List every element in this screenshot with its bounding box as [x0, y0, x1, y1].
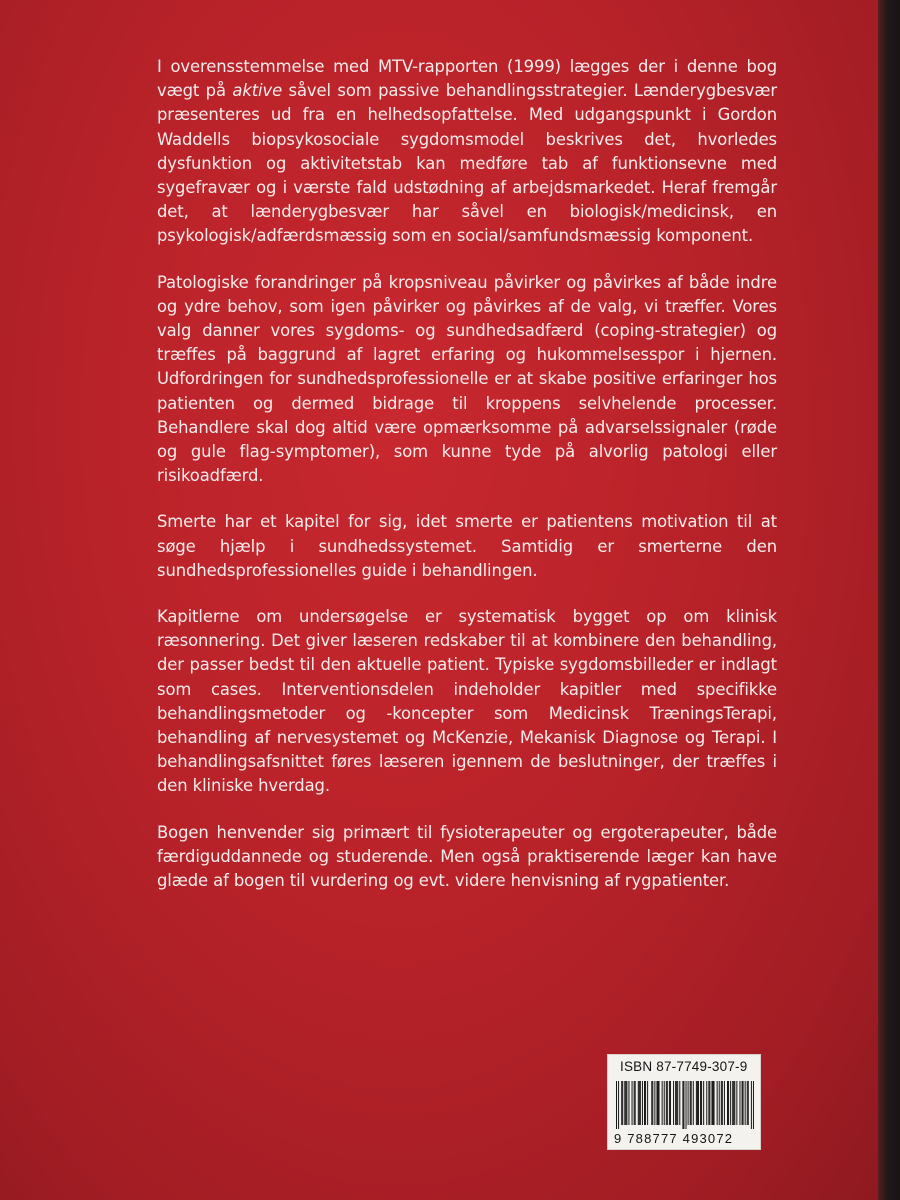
adjacent-book-edge: [878, 0, 900, 1200]
barcode-bar: [669, 1081, 670, 1125]
barcode-bar: [640, 1081, 641, 1125]
isbn-barcode-label: [607, 1054, 761, 1150]
barcode-bar: [713, 1081, 714, 1125]
barcode-bar: [733, 1081, 734, 1125]
barcode-bar: [686, 1081, 687, 1129]
barcode-bar: [664, 1081, 665, 1125]
barcode-bar: [753, 1081, 754, 1129]
barcode-digits: 9 788777 493072: [614, 1131, 734, 1146]
barcode-bar: [673, 1081, 674, 1125]
barcode-bar: [647, 1081, 648, 1125]
barcode-bar: [727, 1081, 728, 1125]
barcode-bar: [628, 1081, 629, 1125]
barcode-bar: [700, 1081, 701, 1125]
barcode-bar: [706, 1081, 707, 1125]
barcode-bar: [711, 1081, 712, 1125]
barcode-bar: [676, 1081, 677, 1125]
paragraph-1-rest: såvel som passive behandlingsstrategier. Lænderygbesvær præsenteres ud fra en helhedsopfattelse. Med udgangspunkt i Gordon Waddells biopsykosociale sygdomsmodel beskrives det, hvorledes dysfunktion og aktivitetstab kan medføre tab af funktionsevne med sygefravær og i værste fald udstødning af arbejdsmarkedet. Heraf fremgår det, at lænderygbesvær har såvel en biologisk/medicinsk, en psykologisk/adfærdsmæssig som en social/samfundsmæssig komponent.: [157, 81, 777, 246]
barcode-bar: [721, 1081, 722, 1125]
barcode-bar: [739, 1081, 740, 1125]
barcode-bar: [745, 1081, 746, 1125]
paragraph-1-start: I overensstemmelse med MTV-rapporten (1999) lægges der i denne bog vægt på: [157, 57, 777, 101]
barcode-bar: [622, 1081, 623, 1125]
barcode-bar: [742, 1081, 743, 1125]
italic-word-aktive: aktive: [232, 81, 283, 101]
barcode-bar: [634, 1081, 635, 1125]
barcode-bar: [683, 1081, 684, 1129]
barcode-bars: [616, 1081, 754, 1129]
barcode-bar: [642, 1081, 643, 1125]
barcode-bar: [618, 1081, 619, 1129]
barcode-bar: [701, 1081, 702, 1125]
barcode-bar: [639, 1081, 640, 1125]
barcode-bar: [635, 1081, 636, 1125]
barcode-bar: [734, 1081, 735, 1125]
paragraph-1: [157, 55, 777, 249]
barcode-bar: [659, 1081, 660, 1125]
barcode-bar: [732, 1081, 733, 1125]
barcode-bar: [748, 1081, 749, 1125]
barcode-bar: [651, 1081, 652, 1125]
barcode-bar: [632, 1081, 633, 1125]
barcode-bar: [624, 1081, 625, 1125]
barcode-bar: [677, 1081, 678, 1125]
barcode-bar: [644, 1081, 645, 1125]
barcode-bar: [717, 1081, 718, 1125]
paragraph-5: Bogen henvender sig primært til fysioterapeuter og ergoterapeuter, både færdiguddannede og studerende. Men også praktiserende læger kan have glæde af bogen til vurdering og evt. videre henvisning af rygpatienter.: [157, 822, 777, 891]
barcode-bar: [751, 1081, 752, 1129]
barcode-bar: [722, 1081, 723, 1125]
barcode-bar: [697, 1081, 698, 1125]
barcode-bar: [691, 1081, 692, 1125]
barcode-bar: [679, 1081, 680, 1125]
barcode-bar: [625, 1081, 626, 1125]
barcode-bar: [621, 1081, 622, 1125]
barcode-bar: [667, 1081, 668, 1125]
barcode-bar: [698, 1081, 699, 1125]
barcode-bar: [658, 1081, 659, 1125]
blurb-text: [157, 55, 777, 915]
barcode-bar: [728, 1081, 729, 1125]
barcode-bar: [652, 1081, 653, 1125]
barcode-bar: [688, 1081, 689, 1125]
barcode-bar: [719, 1081, 720, 1125]
barcode-bar: [747, 1081, 748, 1125]
barcode-bar: [675, 1081, 676, 1125]
barcode-bar: [666, 1081, 667, 1125]
barcode-bar: [682, 1081, 683, 1129]
barcode-bar: [743, 1081, 744, 1125]
paragraph-2: Patologiske forandringer på kropsniveau påvirker og påvirkes af både indre og ydre behov, som igen påvirker og påvirkes af de valg, vi træffer. Vores valg danner vores sygdoms- og sundhedsadfærd (coping-strategier) og træffes på baggrund af lagret erfaring og hukommelsesspor i hjernen. Udfordringen for sundhedsprofessionelle er at skabe positive erfaringer hos patienten og dermed bidrage til kroppens selvhelende processer. Behandlere skal dog altid være opmærksomme på advarselssignaler (røde og gule flag-symptomer), som kunne tyde på alvorlig patologi eller risikoadfærd.: [157, 272, 777, 486]
barcode-bar: [654, 1081, 655, 1125]
paragraph-4: Kapitlerne om undersøgelse er systematisk bygget op om klinisk ræsonnering. Det giver læseren redskaber til at kombinere den behandling, der passer bedst til den aktuelle patient. Typiske sygdomsbilleder er indlagt som cases. Interventionsdelen indeholder kapitler med specifikke behandlingsmetoder og -koncepter som Medicinsk TræningsTerapi, behandling af nervesystemet og McKenzie, Mekanisk Diagnose og Terapi. I behandlingsafsnittet føres læseren igennem de beslutninger, der træffes i den kliniske hverdag.: [157, 607, 777, 796]
isbn-number: ISBN 87-7749-307-9: [620, 1059, 748, 1074]
barcode-bar: [703, 1081, 704, 1125]
barcode-bar: [708, 1081, 709, 1125]
barcode-bar: [724, 1081, 725, 1125]
barcode-bar: [696, 1081, 697, 1125]
barcode-bar: [616, 1081, 617, 1129]
barcode-bar: [736, 1081, 737, 1125]
barcode-bar: [638, 1081, 639, 1125]
barcode-bar: [714, 1081, 715, 1125]
barcode-bar: [730, 1081, 731, 1125]
barcode-bar: [670, 1081, 671, 1125]
barcode-bar: [693, 1081, 694, 1125]
paragraph-3: Smerte har et kapitel for sig, idet smerte er patientens motivation til at søge hjælp i sundhedssystemet. Samtidig er smerterne den sundhedsprofessionelles guide i behandlingen.: [157, 512, 777, 580]
barcode-bar: [690, 1081, 691, 1125]
barcode-bar: [656, 1081, 657, 1125]
barcode-bar: [709, 1081, 710, 1125]
barcode-bar: [645, 1081, 646, 1125]
barcode-bar: [662, 1081, 663, 1125]
barcode-bar: [626, 1081, 627, 1125]
